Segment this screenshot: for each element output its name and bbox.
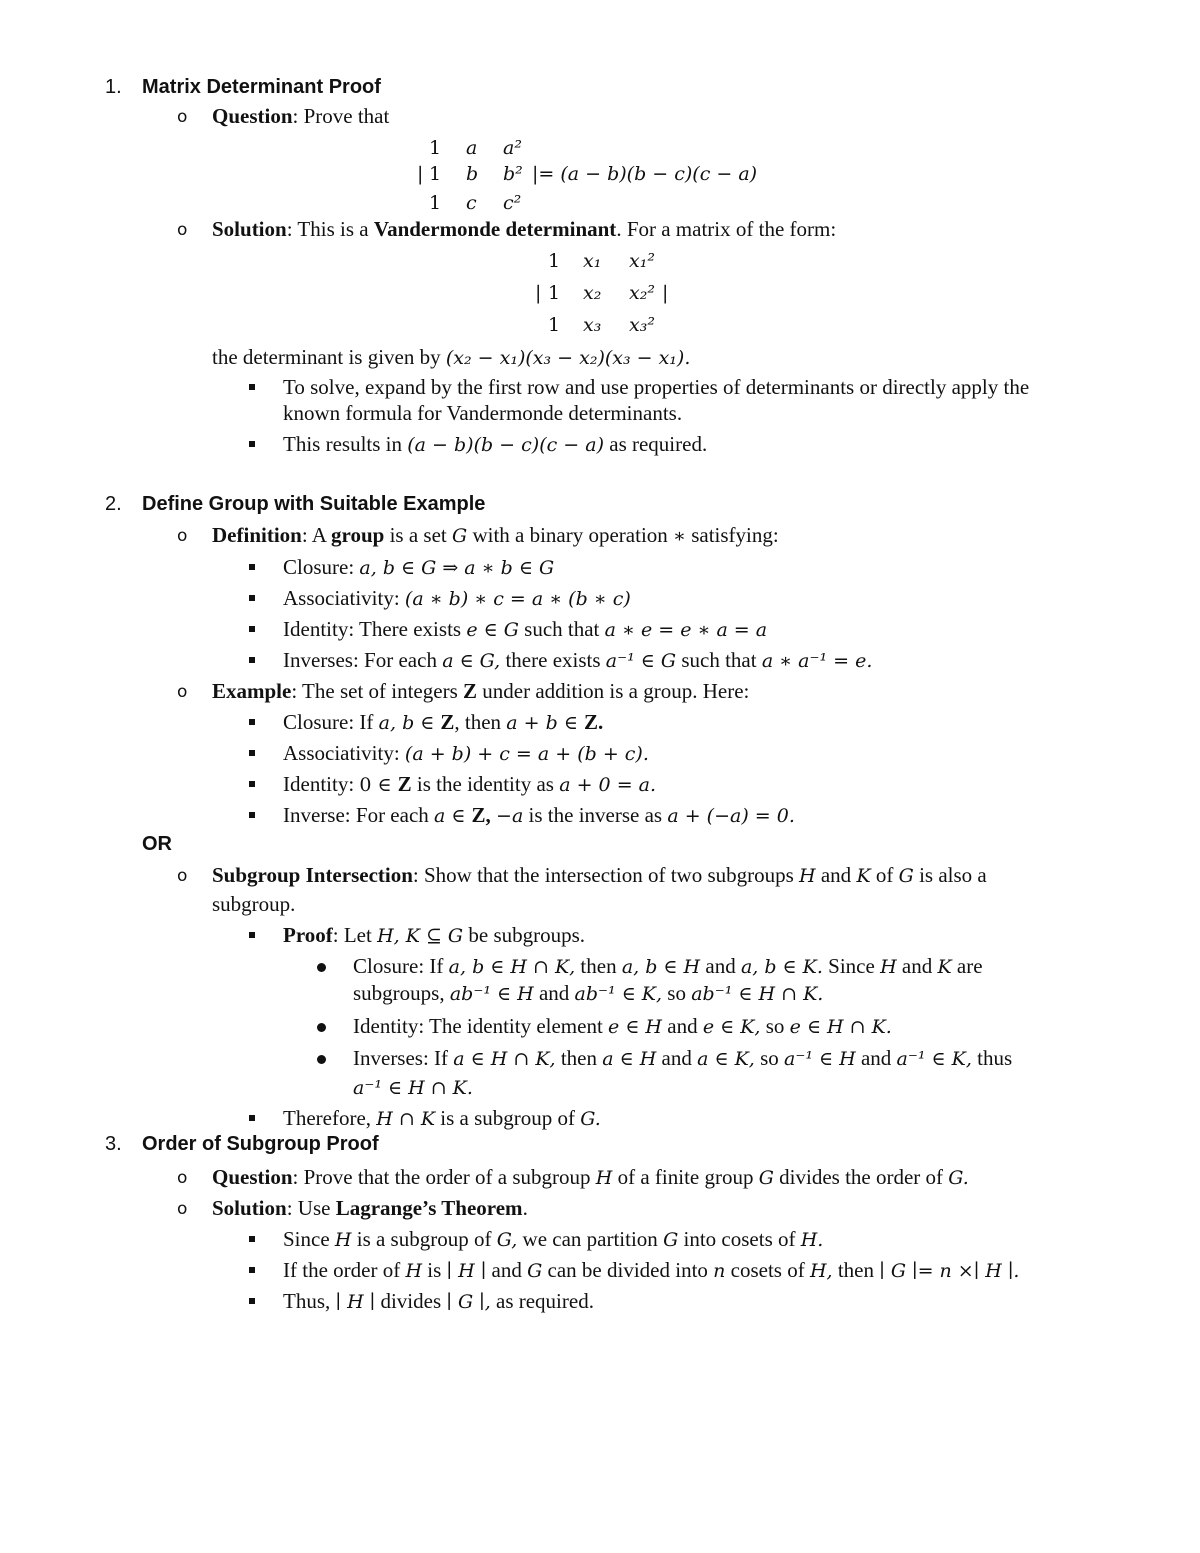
square-bullet-icon	[249, 719, 255, 725]
vdm-cell: x₂	[583, 282, 602, 304]
circle-bullet-icon: o	[177, 1168, 188, 1188]
det-cell: 1	[429, 163, 442, 185]
det-cell: 1	[429, 137, 442, 159]
vdm-cell: 1	[548, 250, 561, 272]
closure-axiom: Closure: a, b ∈ G ⇒ a ∗ b ∈ G	[283, 555, 555, 579]
det-cell: c	[466, 192, 477, 214]
vdm-cell: x₃	[583, 314, 602, 336]
square-bullet-icon	[249, 595, 255, 601]
inverses-axiom: Inverses: For each a ∈ G, there exists a⁻¹ ∈ G such that a ∗ a⁻¹ = e.	[283, 648, 873, 672]
dot-bullet-icon	[317, 1023, 326, 1032]
vdm-cell: x₃²	[629, 314, 655, 336]
proof-closure: Closure: If a, b ∈ H ∩ K, then a, b ∈ H and a, b ∈ K. Since H and K are	[353, 954, 983, 978]
section-3-number: 3.	[105, 1133, 122, 1155]
square-bullet-icon	[249, 441, 255, 447]
associativity-axiom: Associativity: (a ∗ b) ∗ c = a ∗ (b ∗ c)	[283, 586, 631, 610]
vdm-cell: 1	[548, 282, 561, 304]
proof-inverses: Inverses: If a ∈ H ∩ K, then a ∈ H and a ∈ K, so a⁻¹ ∈ H and a⁻¹ ∈ K, thus	[353, 1046, 1013, 1070]
solution-line: Solution: This is a Vandermonde determinant. For a matrix of the form:	[212, 217, 837, 241]
vdm-bar: |	[535, 282, 542, 304]
bullet-text: Since H is a subgroup of G, we can partition G into cosets of H.	[283, 1227, 824, 1251]
circle-bullet-icon: o	[177, 526, 188, 546]
det-cell: a	[466, 137, 478, 159]
proof-closure-line2: subgroups, ab⁻¹ ∈ H and ab⁻¹ ∈ K, so ab⁻¹ ∈ H ∩ K.	[353, 981, 824, 1005]
square-bullet-icon	[249, 1115, 255, 1121]
example-associativity: Associativity: (a + b) + c = a + (b + c).	[283, 741, 649, 765]
subgroup-intersection-line2: subgroup.	[212, 892, 296, 916]
or-separator: OR	[142, 833, 172, 855]
square-bullet-icon	[249, 1236, 255, 1242]
circle-bullet-icon: o	[177, 866, 188, 886]
proof-line: Proof: Let H, K ⊆ G be subgroups.	[283, 923, 586, 947]
vdm-cell: x₁	[583, 250, 602, 272]
det-cell: 1	[429, 192, 442, 214]
dot-bullet-icon	[317, 1055, 326, 1064]
bullet-text: To solve, expand by the first row and use properties of determinants or directly apply the	[283, 375, 1030, 399]
square-bullet-icon	[249, 1267, 255, 1273]
det-cell: b²	[503, 163, 523, 185]
vdm-cell: x₁²	[629, 250, 655, 272]
identity-axiom: Identity: There exists e ∈ G such that a ∗ e = e ∗ a = a	[283, 617, 768, 641]
solution-line: Solution: Use Lagrange’s Theorem.	[212, 1196, 528, 1220]
square-bullet-icon	[249, 626, 255, 632]
det-bar: |	[417, 163, 424, 185]
section-1-heading: Matrix Determinant Proof	[142, 76, 381, 98]
section-2-number: 2.	[105, 493, 122, 515]
question-line: Question: Prove that the order of a subgroup H of a finite group G divides the order of G.	[212, 1165, 969, 1189]
det-rhs: |= (a − b)(b − c)(c − a)	[532, 163, 758, 185]
bullet-text: This results in (a − b)(b − c)(c − a) as required.	[283, 432, 708, 456]
dot-bullet-icon	[317, 963, 326, 972]
example-line: Example: The set of integers Z under addition is a group. Here:	[212, 679, 750, 703]
determinant-given-line: the determinant is given by (x₂ − x₁)(x₃ − x₂)(x₃ − x₁).	[212, 345, 691, 369]
proof-identity: Identity: The identity element e ∈ H and e ∈ K, so e ∈ H ∩ K.	[353, 1014, 892, 1038]
bullet-text: If the order of H is ∣ H ∣ and G can be divided into n cosets of H, then ∣ G ∣= n ×∣ H ∣.	[283, 1258, 1020, 1282]
square-bullet-icon	[249, 812, 255, 818]
bullet-text: Thus, ∣ H ∣ divides ∣ G ∣, as required.	[283, 1289, 594, 1313]
section-1-number: 1.	[105, 76, 122, 98]
det-cell: a²	[503, 137, 522, 159]
circle-bullet-icon: o	[177, 220, 188, 240]
therefore-line: Therefore, H ∩ K is a subgroup of G.	[283, 1106, 601, 1130]
vdm-bar: |	[662, 282, 669, 304]
proof-inverses-line2: a⁻¹ ∈ H ∩ K.	[353, 1077, 473, 1099]
square-bullet-icon	[249, 384, 255, 390]
circle-bullet-icon: o	[177, 107, 188, 127]
square-bullet-icon	[249, 1298, 255, 1304]
square-bullet-icon	[249, 657, 255, 663]
definition-line: Definition: A group is a set G with a binary operation ∗ satisfying:	[212, 523, 779, 547]
example-closure: Closure: If a, b ∈ Z, then a + b ∈ Z.	[283, 710, 604, 734]
section-2-heading: Define Group with Suitable Example	[142, 493, 486, 515]
circle-bullet-icon: o	[177, 1199, 188, 1219]
example-inverse: Inverse: For each a ∈ Z, −a is the inverse as a + (−a) = 0.	[283, 803, 795, 827]
question-line: Question: Prove that	[212, 104, 390, 128]
example-identity: Identity: 0 ∈ Z is the identity as a + 0 = a.	[283, 772, 657, 796]
det-cell: b	[466, 163, 479, 185]
square-bullet-icon	[249, 932, 255, 938]
square-bullet-icon	[249, 781, 255, 787]
det-cell: c²	[503, 192, 522, 214]
square-bullet-icon	[249, 564, 255, 570]
section-3-heading: Order of Subgroup Proof	[142, 1133, 379, 1155]
subgroup-intersection-line: Subgroup Intersection: Show that the intersection of two subgroups H and K of G is also a	[212, 863, 987, 887]
square-bullet-icon	[249, 750, 255, 756]
vdm-cell: 1	[548, 314, 561, 336]
bullet-text: known formula for Vandermonde determinants.	[283, 401, 683, 425]
vdm-cell: x₂²	[629, 282, 655, 304]
circle-bullet-icon: o	[177, 682, 188, 702]
